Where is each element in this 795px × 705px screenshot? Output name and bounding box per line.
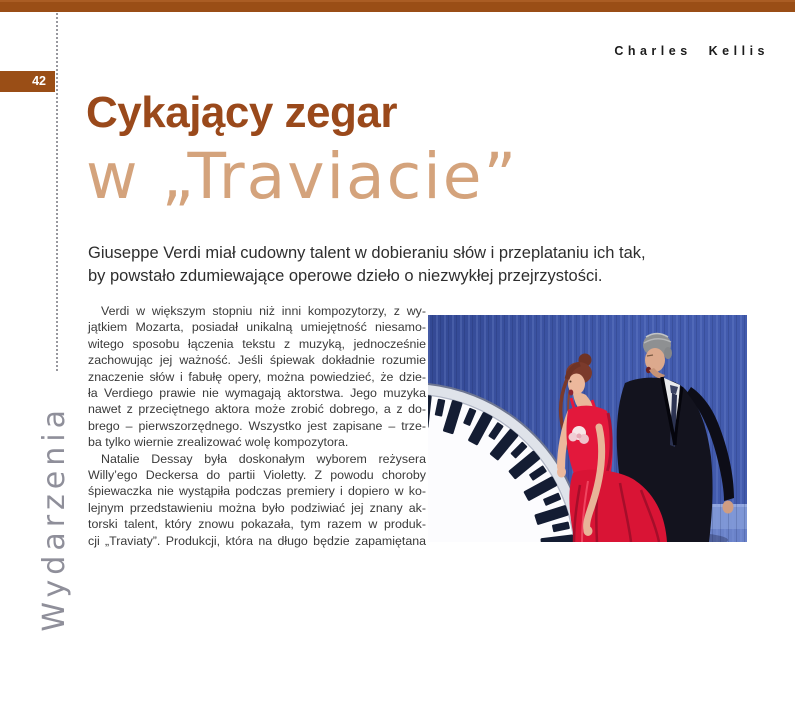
body-text-line: zachowując jej ważność. Jeśli śpiewak dokładnie rozumie (88, 353, 426, 368)
body-text-line: Willy’ego Deckersa do partii Violetty. Z powodu choroby (88, 468, 426, 483)
author-name: Charles Kellis (614, 44, 769, 58)
top-bar (0, 0, 795, 12)
lead-paragraph (88, 242, 748, 288)
body-text-line: znaczenie słów i fabułę opery, można powiedzieć, że dzie- (88, 369, 426, 384)
article-title-line1: Cykający zegar (86, 88, 397, 137)
body-text-line: jątkiem Mozarta, posiadał unikalną umiejętność niesamo- (88, 320, 426, 335)
section-label-vertical: Wydarzenia (37, 405, 72, 632)
stage-photo (428, 315, 747, 542)
dotted-divider (56, 13, 58, 371)
body-column (88, 303, 426, 549)
page-number-badge: 42 (0, 71, 55, 92)
lead-line: Giuseppe Verdi miał cudowny talent w dobieraniu słów i przeplataniu ich tak, (88, 244, 646, 262)
body-text-line: ba tylko wiernie zrealizować wolę kompozytora. (88, 435, 349, 450)
body-text-line: witego sposobu łączenia tekstu z muzyką, jednocześnie (88, 336, 426, 351)
body-text-line: nawet z przeciętnego aktora może zrobić dobrego, a z do- (88, 402, 426, 417)
lead-line: by powstało zdumiewające operowe dzieło o niezwykłej przejrzystości. (88, 267, 603, 285)
body-text-line: cji „Traviaty”. Produkcji, która na długo będzie zapamiętana (88, 533, 426, 548)
body-text-line: lejnym przedstawieniu można było podziwiać jej znany ak- (88, 500, 426, 515)
article-title-line2: w „Traviacie” (86, 140, 519, 213)
body-text-line: brego – pierwszorzędnego. Wszystko jest zapisane – trze- (88, 418, 426, 433)
photo-illustration (428, 315, 747, 542)
body-text-line: ła Verdiego prawie nie wymagają aktorstwa. Jego muzyka (88, 386, 426, 401)
body-text-line: Verdi w większym stopniu niż inni kompozytorzy, z wy- (101, 304, 426, 318)
body-text-line: torski talent, który znowu pokazała, tym razem w produk- (88, 517, 426, 532)
body-text-line: śpiewaczka nie wystąpiła podczas premiery i dopiero w ko- (88, 484, 426, 499)
body-text-line: Natalie Dessay była doskonałym wyborem reżysera (101, 451, 426, 466)
